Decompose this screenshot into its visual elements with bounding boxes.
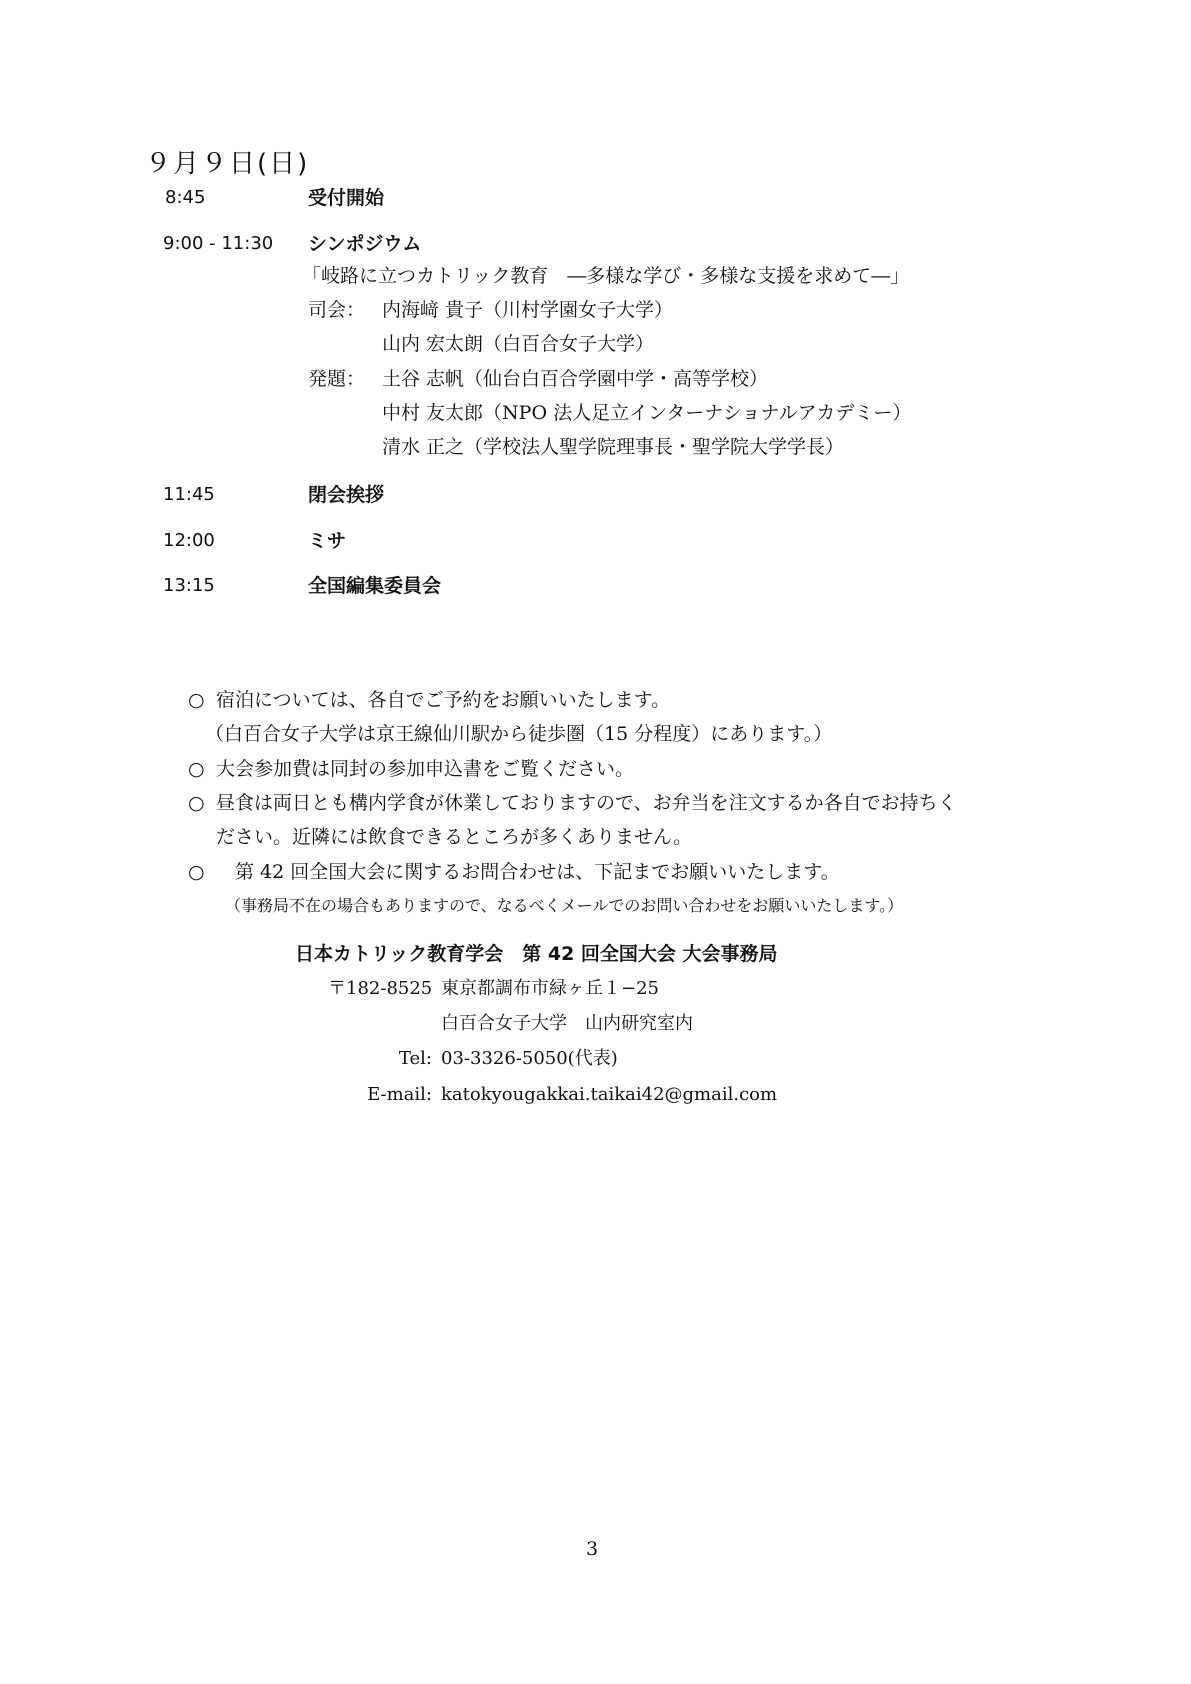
email-label: E-mail: [367,1084,432,1105]
schedule-row [0,480,1191,514]
schedule-row [0,526,1191,560]
address: 東京都調布市緑ヶ丘１−25 [441,978,659,999]
note-text: 第 42 回全国大会に関するお問合わせは、下記までお願いいたします。 [216,861,840,883]
schedule-time: 8:45 [165,187,206,208]
bullet-circle-icon: ○ [188,758,205,780]
moderator-label: 司会： [308,299,366,321]
moderator-entry: 内海﨑 貴子（川村学園女子大学） [382,299,674,321]
presenter-entry: 中村 友太郎（NPO 法人足立インターナショナルアカデミー） [382,402,912,424]
note-lunch [188,788,957,818]
moderator-entry: 山内 宏太朗（白百合女子大学） [382,333,655,355]
schedule-row [0,183,1191,217]
page-number: 3 [586,1538,599,1560]
note-text: 昼食は両日とも構内学食が休業しておりますので、お弁当を注文するか各自でお持ちく [216,792,957,814]
note-text: 大会参加費は同封の参加申込書をご覧ください。 [216,758,635,780]
presenter-entry: 清水 正之（学校法人聖学院理事長・聖学院大学学長） [382,436,845,458]
date-heading: ９月９日(日) [145,149,310,179]
schedule-event: 全国編集委員会 [308,575,442,597]
schedule-event: シンポジウム [308,233,422,255]
note-fee [188,754,634,784]
schedule-event: 閉会挨拶 [308,484,385,506]
postal-code: 〒182-8525 [328,978,433,999]
address-line-2: 白百合女子大学 山内研究室内 [441,1013,693,1034]
note-inquiry-sub: （事務局不在の場合もありますので、なるべくメールでのお問い合わせをお願いいたします。） [225,896,904,915]
note-lunch-continued: ださい。近隣には飲食できるところが多くありません。 [216,826,693,848]
schedule-time: 13:15 [163,575,215,596]
note-inquiry [188,857,840,887]
note-lodging [188,685,670,715]
bullet-circle-icon: ○ [188,792,205,814]
presenter-entry: 土谷 志帆（仙台白百合学園中学・高等学校） [382,368,769,390]
bullet-circle-icon: ○ [188,689,205,711]
schedule-row [0,229,1191,263]
email-address[interactable]: katokyougakkai.taikai42@gmail.com [441,1084,778,1105]
schedule-time: 9:00 - 11:30 [163,233,274,254]
symposium-title: 「岐路に立つカトリック教育 ―多様な学び・多様な支援を求めて―」 [302,265,910,287]
tel-number: 03-3326-5050(代表) [441,1048,618,1069]
schedule-time: 12:00 [163,530,215,551]
tel-label: Tel: [398,1048,432,1069]
schedule-event: ミサ [308,530,347,552]
bullet-circle-icon: ○ [188,861,205,883]
presenter-label: 発題： [308,368,366,390]
schedule-row [0,571,1191,605]
note-lodging-sub: （白百合女子大学は京王線仙川駅から徒歩圏（15 分程度）にあります。） [205,723,833,745]
schedule-event: 受付開始 [308,187,385,209]
office-title: 日本カトリック教育学会 第 42 回全国大会 大会事務局 [295,943,778,965]
note-text: 宿泊については、各自でご予約をお願いいたします。 [216,689,671,711]
schedule-time: 11:45 [163,484,215,505]
